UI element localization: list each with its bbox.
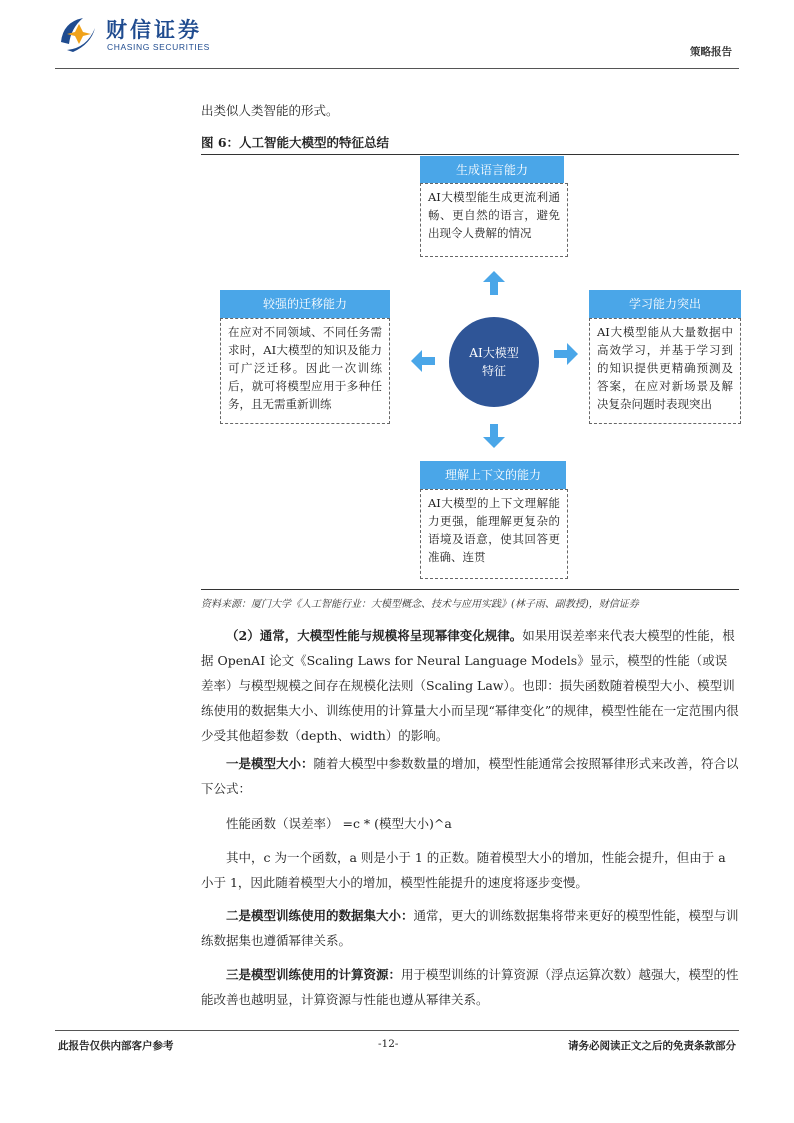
paragraph-text: 用于模型训练的计算资源（浮点运算次数）越强大，模型的性能改善也越明显，计算资源与性能也遵从幂律关系。 [201,967,739,1007]
formula: 性能函数（误差率） =c * (模型大小)^a [226,816,452,831]
paragraph-lead: （2）通常，大模型性能与规模将呈现幂律变化规律。 [226,628,523,643]
figure-source: 资料来源：厦门大学《人工智能行业：大模型概念、技术与应用实践》(林子雨、副教授)，财信证券 [201,589,739,610]
left-box-title: 较强的迁移能力 [220,290,390,318]
paragraph-lead: 二是模型训练使用的数据集大小： [226,908,414,923]
bottom-box-title: 理解上下文的能力 [420,461,566,489]
intro-line: 出类似人类智能的形式。 [201,103,339,118]
bottom-box-body: AI大模型的上下文理解能力更强，能理解更复杂的语境及语意，使其回答更准确、连贯 [420,489,568,579]
footer-right: 请务必阅读正文之后的免责条款部分 [568,1040,736,1052]
paragraph-lead: 三是模型训练使用的计算资源： [226,967,402,982]
center-circle [449,317,539,407]
footer-left: 此报告仅供内部客户参考 [58,1040,174,1052]
arrow-down-icon [483,424,505,448]
top-box-body: AI大模型能生成更流利通畅、更自然的语言，避免出现令人费解的情况 [420,183,568,257]
right-box-title: 学习能力突出 [589,290,741,318]
footer-divider [55,1030,739,1031]
center-label: AI大模型特征 [469,346,519,378]
header-divider [55,68,739,69]
report-type: 策略报告 [690,46,732,58]
paragraph-compute [201,962,739,1012]
arrow-left-icon [411,350,435,372]
left-box-body: 在应对不同领域、不同任务需求时，AI大模型的知识及能力可广泛迁移。因此一次训练后，就可将模型应用于多种任务，且无需重新训练 [220,318,390,424]
company-logo-icon [57,14,99,54]
paragraph-text: 通常，更大的训练数据集将带来更好的模型性能，模型与训练数据集也遵循幂律关系。 [201,908,739,948]
paragraph-text: 随着大模型中参数数量的增加，模型性能通常会按照幂律形式来改善，符合以下公式： [201,756,739,796]
logo-text-en: CHASING SECURITIES [107,42,210,52]
paragraph-lead: 一是模型大小： [226,756,314,771]
paragraph-text: 如果用误差率来代表大模型的性能，根据 OpenAI 论文《Scaling Laws for Neural Language Models》显示，模型的性能（或误差率）与模型规模之间存在规模化法则（Scaling Law）。也即：损失函数随着模型大小、模型训练使用的数据集大小、训练使用的计算量大小而呈现“幂律变化”的规律，模型性能在一定范围内很少受其他超参数（depth、width）的影响。 [201,628,739,743]
paragraph-scaling-law [201,623,739,748]
paragraph-dataset-size [201,903,739,953]
right-box-body: AI大模型能从大量数据中高效学习，并基于学习到的知识提供更精确预测及答案，在应对新场景及解决复杂问题时表现突出 [589,318,741,424]
arrow-up-icon [483,271,505,295]
top-box-title: 生成语言能力 [420,156,564,184]
page-number: -12- [378,1038,399,1050]
figure-title: 图 6：人工智能大模型的特征总结 [201,133,739,155]
paragraph-model-size [201,751,739,801]
arrow-right-icon [554,343,578,365]
paragraph-formula-explain: 其中，c 为一个函数，a 则是小于 1 的正数。随着模型大小的增加，性能会提升，但由于 a 小于 1，因此随着模型大小的增加，模型性能提升的速度将逐步变慢。 [201,850,726,890]
logo-text-cn: 财信证券 [106,18,202,42]
